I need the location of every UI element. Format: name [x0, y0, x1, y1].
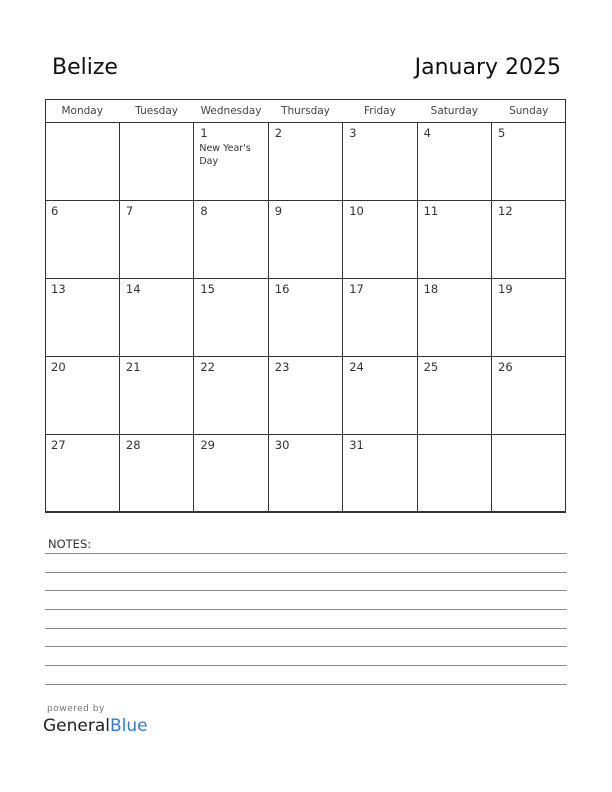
day-cell	[492, 201, 566, 279]
day-number: 28	[125, 438, 141, 452]
day-cell	[417, 123, 491, 201]
notes-line	[45, 609, 567, 610]
day-number: 5	[498, 126, 506, 140]
notes-line	[45, 628, 567, 629]
notes-line	[45, 590, 567, 591]
day-cell	[194, 201, 268, 279]
day-number: 15	[200, 282, 215, 296]
weekday-wednesday: Wednesday	[194, 99, 268, 123]
holiday-label: New Year's Day	[199, 143, 251, 167]
day-cell	[492, 279, 566, 357]
day-cell	[119, 279, 193, 357]
day-number: 1	[200, 126, 208, 140]
day-cell	[417, 279, 491, 357]
weekday-monday: Monday	[45, 99, 119, 123]
day-cell	[119, 201, 193, 279]
day-cell	[45, 435, 119, 513]
day-cell	[343, 201, 417, 279]
notes-line	[45, 665, 567, 666]
day-number: 13	[51, 282, 66, 296]
day-cell	[343, 435, 417, 513]
day-cell	[492, 123, 566, 201]
day-number: 14	[125, 282, 141, 296]
day-number: 21	[125, 360, 141, 374]
day-number: 7	[125, 204, 134, 218]
day-number: 16	[274, 282, 290, 296]
day-cell	[417, 435, 491, 513]
day-cell	[492, 435, 566, 513]
generalblue-logo[interactable]	[43, 716, 148, 736]
day-number: 30	[274, 438, 290, 452]
weekday-friday: Friday	[343, 99, 417, 123]
day-number: 22	[200, 360, 215, 374]
day-cell	[119, 435, 193, 513]
day-number: 17	[349, 282, 364, 296]
notes-label: NOTES:	[48, 537, 92, 551]
brand-blue: Blue	[110, 716, 148, 736]
day-cell	[119, 123, 193, 201]
day-cell	[194, 435, 268, 513]
notes-line	[45, 646, 567, 647]
day-cell	[417, 357, 491, 435]
calendar-country-title: Belize	[52, 55, 118, 80]
day-cell	[268, 435, 342, 513]
day-cell	[119, 357, 193, 435]
calendar-month-title: January 2025	[414, 55, 561, 80]
day-cell	[45, 123, 119, 201]
powered-by-label: powered by	[47, 704, 105, 714]
day-number: 20	[51, 360, 66, 374]
day-number: 26	[498, 360, 513, 374]
weekday-header-row	[45, 99, 566, 123]
notes-line	[45, 684, 567, 685]
brand-general: General	[43, 716, 110, 736]
week-row-4	[45, 357, 566, 435]
day-cell	[268, 357, 342, 435]
day-cell	[45, 201, 119, 279]
day-cell	[343, 279, 417, 357]
weekday-thursday: Thursday	[268, 99, 342, 123]
notes-line	[45, 572, 567, 573]
weekday-sunday: Sunday	[492, 99, 566, 123]
day-number: 8	[200, 204, 208, 218]
day-cell	[45, 279, 119, 357]
week-row-1	[45, 123, 566, 201]
week-row-2	[45, 201, 566, 279]
day-cell	[45, 357, 119, 435]
day-cell	[268, 201, 342, 279]
day-number: 24	[349, 360, 364, 374]
day-cell	[343, 357, 417, 435]
weekday-saturday: Saturday	[417, 99, 491, 123]
day-cell	[194, 357, 268, 435]
day-number: 9	[274, 204, 283, 218]
day-number: 4	[423, 126, 431, 140]
day-number: 11	[423, 204, 439, 218]
day-number: 6	[51, 204, 59, 218]
day-cell	[268, 123, 342, 201]
notes-line	[45, 553, 567, 554]
week-row-5	[45, 435, 566, 513]
day-number: 10	[349, 204, 364, 218]
day-number: 19	[498, 282, 513, 296]
day-number: 3	[349, 126, 357, 140]
day-cell	[194, 123, 268, 201]
day-number: 12	[498, 204, 513, 218]
day-cell	[268, 279, 342, 357]
calendar-grid	[45, 99, 566, 513]
weekday-tuesday: Tuesday	[119, 99, 193, 123]
day-cell	[343, 123, 417, 201]
day-number: 25	[423, 360, 439, 374]
week-row-3	[45, 279, 566, 357]
day-number: 27	[51, 438, 66, 452]
day-number: 29	[200, 438, 215, 452]
day-cell	[492, 357, 566, 435]
day-number: 18	[423, 282, 439, 296]
day-cell	[194, 279, 268, 357]
day-number: 23	[274, 360, 290, 374]
day-number: 31	[349, 438, 364, 452]
day-cell	[417, 201, 491, 279]
day-number: 2	[274, 126, 283, 140]
